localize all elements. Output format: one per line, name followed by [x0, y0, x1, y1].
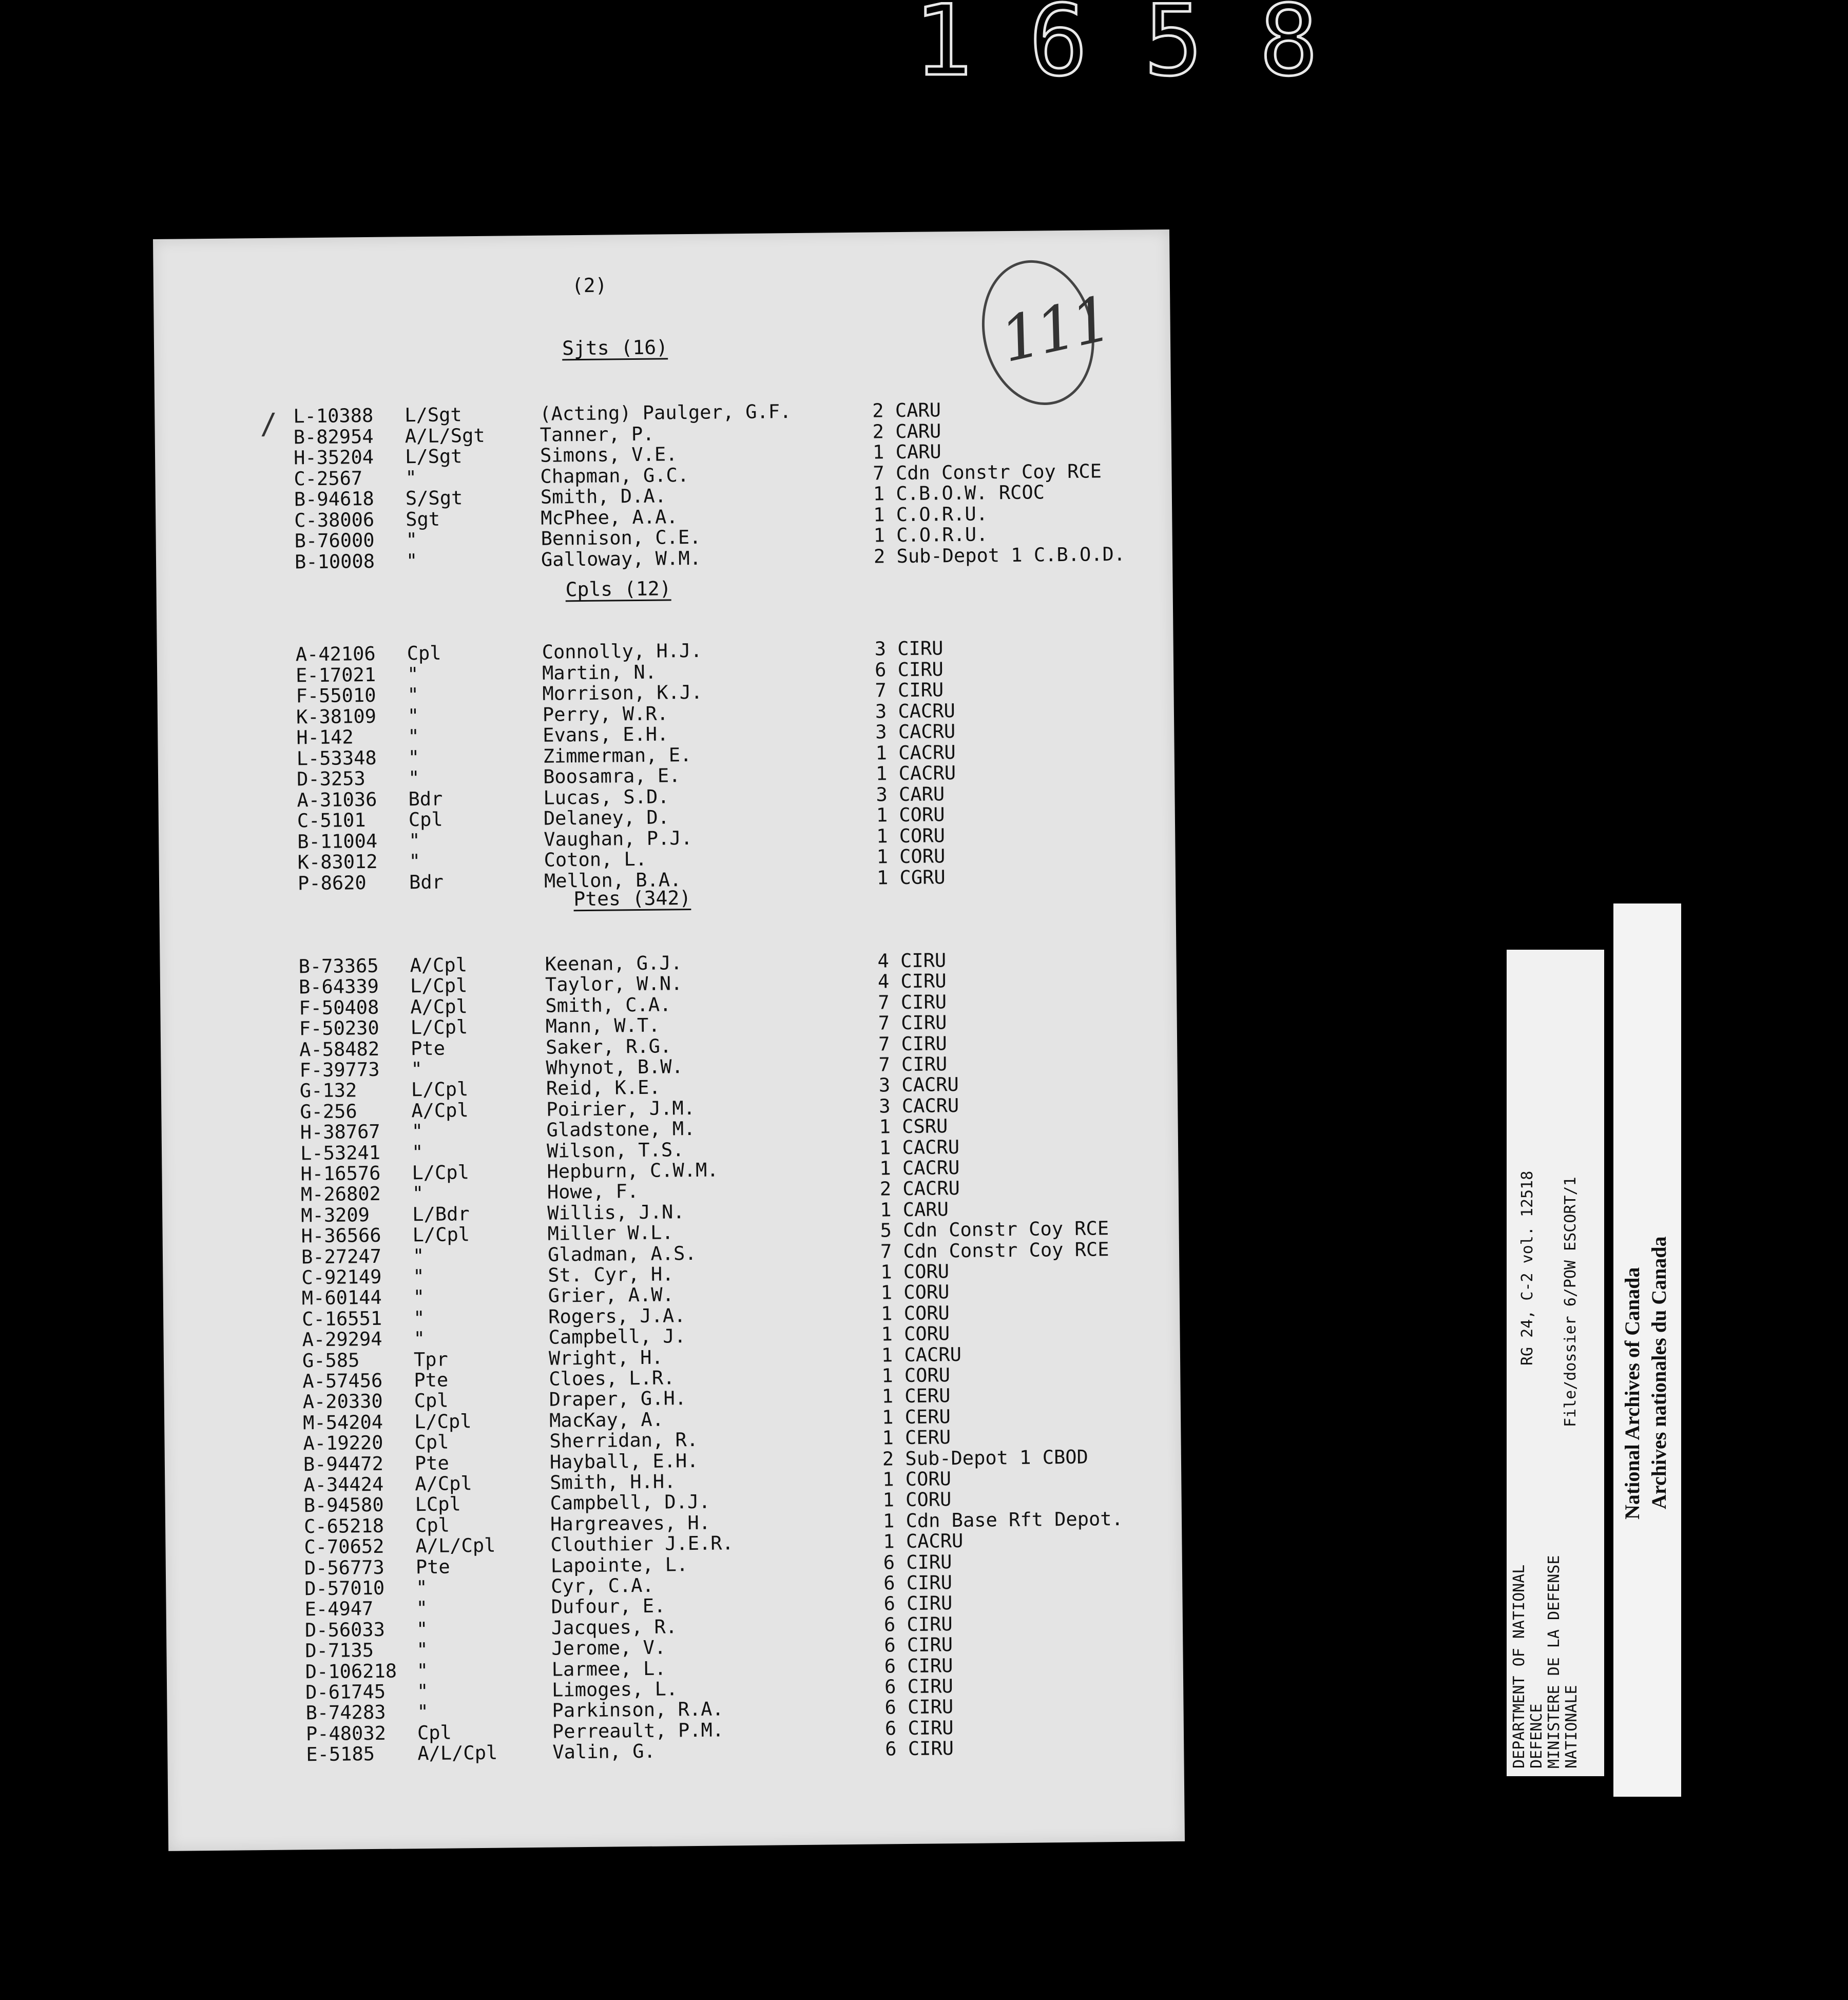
soldier-name: Limoges, L. [551, 1678, 678, 1701]
service-number: A-42106 [295, 642, 376, 666]
soldier-name: Grier, A.W. [548, 1283, 675, 1307]
soldier-name: Wilson, T.S. [546, 1138, 684, 1162]
unit: 7 CIRU [878, 1011, 947, 1034]
rank: " [413, 1328, 426, 1350]
section-heading-ptes: Ptes (342) [573, 886, 691, 911]
unit: 1 CACRU [875, 762, 956, 785]
soldier-name: Reid, K.E. [546, 1076, 661, 1100]
service-number: E-17021 [295, 663, 376, 686]
service-number: C-70652 [304, 1535, 384, 1559]
service-number: D-56033 [304, 1618, 386, 1642]
rank: Pte [414, 1452, 449, 1474]
service-number: B-94580 [303, 1494, 384, 1517]
soldier-name: Zimmerman, E. [543, 743, 692, 767]
unit: 1 CORU [876, 845, 946, 868]
service-number: D-106218 [305, 1660, 397, 1683]
soldier-name: Willis, J.N. [547, 1200, 685, 1224]
service-number: F-50408 [299, 996, 379, 1020]
service-number: G-256 [300, 1100, 357, 1123]
soldier-name: Mann, W.T. [545, 1014, 660, 1037]
service-number: F-55010 [296, 684, 376, 707]
unit: 1 CERU [882, 1426, 951, 1449]
service-number: B-82954 [293, 425, 374, 448]
unit: 3 CIRU [874, 637, 944, 660]
rank: Bdr [408, 787, 443, 810]
rank: " [417, 1701, 429, 1723]
service-number: L-53348 [296, 746, 377, 770]
unit: 1 CACRU [883, 1530, 964, 1553]
rank: " [405, 466, 417, 489]
unit: 1 C.O.R.U. [873, 523, 988, 547]
service-number: A-34424 [303, 1473, 384, 1496]
rank: " [407, 663, 419, 685]
unit: 6 CIRU [884, 1654, 953, 1678]
unit: 7 CIRU [878, 991, 947, 1014]
unit: 1 C.B.O.W. RCOC [873, 481, 1045, 505]
rank: " [408, 725, 419, 748]
service-number: P-48032 [305, 1722, 387, 1745]
soldier-name: Lucas, S.D. [543, 785, 669, 809]
soldier-name: Cyr, C.A. [551, 1574, 654, 1598]
soldier-name: Cloes, L.R. [549, 1367, 675, 1390]
soldier-name: Smith, D.A. [540, 485, 667, 508]
service-number: B-74283 [305, 1701, 386, 1724]
soldier-name: Poirier, J.M. [546, 1097, 696, 1121]
rank: A/Cpl [410, 995, 468, 1018]
soldier-name: Hepburn, C.W.M. [547, 1159, 719, 1183]
rank: " [407, 684, 419, 706]
rank: Cpl [415, 1514, 450, 1537]
unit: 7 Cdn Constr Coy RCE [873, 459, 1102, 485]
soldier-name: Valin, G. [552, 1740, 656, 1763]
service-number: B-94618 [294, 487, 375, 511]
rank: " [416, 1576, 428, 1599]
service-number: A-20330 [302, 1390, 383, 1413]
rank: " [409, 829, 420, 852]
service-number: B-76000 [294, 529, 375, 552]
rank: A/L/Cpl [417, 1741, 498, 1765]
unit: 6 CIRU [884, 1675, 953, 1698]
service-number: P-8620 [297, 871, 367, 894]
soldier-name: Parkinson, R.A. [552, 1698, 724, 1722]
soldier-name: Gladman, A.S. [547, 1242, 697, 1266]
rank: Cpl [408, 808, 443, 831]
service-number: G-585 [302, 1349, 360, 1372]
service-number: M-60144 [301, 1286, 382, 1310]
service-number: D-61745 [305, 1680, 386, 1704]
unit: 1 CACRU [879, 1136, 960, 1159]
reference-card [1507, 950, 1604, 1776]
soldier-name: Taylor, W.N. [545, 972, 683, 996]
soldier-name: Larmee, L. [551, 1657, 666, 1681]
rank: " [408, 746, 420, 768]
unit: 6 CIRU [884, 1716, 954, 1740]
soldier-name: Connolly, H.J. [542, 639, 702, 663]
service-number: A-58482 [299, 1037, 380, 1061]
service-number: E-4947 [304, 1598, 374, 1621]
service-number: H-36566 [301, 1224, 381, 1247]
rank: " [416, 1659, 429, 1682]
soldier-name: Campbell, D.J. [550, 1491, 710, 1515]
soldier-name: Lapointe, L. [550, 1553, 688, 1577]
soldier-name: Vaughan, P.J. [544, 826, 693, 851]
unit: 6 CIRU [883, 1571, 953, 1594]
unit: 7 CIRU [875, 679, 944, 702]
rank: " [416, 1597, 428, 1620]
rank: L/Bdr [412, 1202, 470, 1226]
soldier-name: Martin, N. [542, 661, 657, 684]
soldier-name: McPhee, A.A. [541, 505, 678, 529]
soldier-name: MacKay, A. [549, 1408, 664, 1432]
soldier-name: Howe, F. [547, 1180, 639, 1204]
soldier-name: Perry, W.R. [542, 702, 669, 726]
rank: A/Cpl [415, 1472, 472, 1495]
unit: 1 CGRU [876, 866, 946, 889]
unit: 6 CIRU [884, 1696, 954, 1719]
unit: 6 CIRU [874, 658, 944, 681]
service-number: C-65218 [303, 1514, 384, 1538]
unit: 1 CERU [881, 1405, 951, 1429]
service-number: M-26802 [300, 1183, 381, 1206]
tick-mark: / [260, 407, 278, 441]
service-number: C-38006 [294, 508, 375, 531]
rank: " [411, 1141, 424, 1163]
rank: " [406, 549, 418, 572]
rank: Cpl [414, 1431, 449, 1454]
soldier-name: Smith, C.A. [545, 993, 671, 1017]
service-number: C-92149 [301, 1265, 382, 1289]
archive-name-en: National Archives of Canada [1621, 1267, 1644, 1520]
service-number: C-5101 [297, 809, 366, 832]
unit: 6 CIRU [884, 1633, 953, 1657]
unit: 7 Cdn Constr Coy RCE [880, 1238, 1109, 1263]
rank: Sgt [406, 508, 440, 530]
archive-label [1613, 903, 1681, 1797]
service-number: H-142 [296, 726, 354, 749]
service-number: B-73365 [298, 954, 379, 978]
soldier-name: Evans, E.H. [543, 723, 669, 746]
unit: 1 CORU [882, 1488, 952, 1511]
unit: 6 CIRU [885, 1737, 954, 1760]
service-number: B-27247 [301, 1245, 382, 1268]
folio-circle-stamp [968, 249, 1116, 416]
archival-cards [1507, 903, 1681, 1807]
unit: 2 Sub-Depot 1 CBOD [882, 1446, 1089, 1470]
service-number: H-35204 [293, 446, 374, 469]
rank: Cpl [417, 1721, 452, 1744]
rank: LCpl [415, 1493, 461, 1516]
soldier-name: Morrison, K.J. [542, 681, 703, 705]
rank: L/Cpl [410, 1016, 468, 1039]
rank: " [412, 1182, 424, 1205]
rank: A/Cpl [411, 1099, 469, 1122]
rank: Cpl [407, 642, 441, 665]
unit: 7 CIRU [878, 1053, 948, 1076]
soldier-name: Jacques, R. [551, 1616, 678, 1639]
rank: " [416, 1618, 428, 1640]
unit: 1 CACRU [879, 1157, 960, 1180]
rank: L/Cpl [411, 1078, 469, 1101]
rank: Cpl [414, 1389, 449, 1412]
soldier-name: Simons, V.E. [540, 443, 678, 467]
unit: 3 CACRU [878, 1073, 959, 1097]
frame-number: 1658 [914, 0, 1375, 98]
soldier-name: Smith, H.H. [550, 1470, 676, 1494]
service-number: E-5185 [306, 1743, 375, 1766]
unit: 1 CACRU [875, 741, 956, 764]
soldier-name: Boosamra, E. [543, 764, 681, 788]
rank: L/Cpl [410, 974, 468, 997]
soldier-name: Gladstone, M. [546, 1118, 696, 1141]
rank: A/L/Sgt [405, 424, 485, 447]
soldier-name: Dufour, E. [551, 1594, 666, 1619]
soldier-name: Campbell, J. [548, 1325, 686, 1349]
soldier-name: Jerome, V. [551, 1636, 666, 1660]
soldier-name: Galloway, W.M. [541, 547, 702, 571]
soldier-name: (Acting) Paulger, G.F. [540, 400, 792, 425]
unit: 1 CORU [880, 1281, 950, 1304]
unit: 1 CORU [876, 803, 945, 826]
soldier-name: Hayball, E.H. [549, 1449, 699, 1473]
unit: 7 CIRU [878, 1032, 947, 1055]
service-number: D-7135 [305, 1639, 374, 1662]
unit: 3 CACRU [875, 699, 956, 723]
rank: L/Cpl [412, 1161, 470, 1184]
service-number: A-57456 [302, 1369, 383, 1393]
rank: " [411, 1120, 424, 1143]
service-number: H-38767 [300, 1121, 380, 1144]
service-number: B-64339 [298, 975, 379, 998]
soldier-name: Perreault, P.M. [552, 1719, 724, 1743]
service-number: M-3209 [301, 1203, 370, 1227]
unit: 2 CACRU [879, 1177, 960, 1200]
unit: 3 CACRU [875, 720, 956, 743]
service-number: D-56773 [304, 1556, 384, 1579]
rank: A/Cpl [410, 954, 468, 977]
soldier-name: St. Cyr, H. [548, 1263, 674, 1286]
service-number: B-94472 [303, 1452, 384, 1475]
service-number: K-38109 [296, 705, 377, 728]
soldier-name: Bennison, C.E. [541, 526, 701, 550]
service-number: L-10388 [293, 404, 374, 428]
rank: Pte [410, 1037, 446, 1060]
unit: 2 CARU [872, 419, 941, 443]
soldier-name: Hargreaves, H. [550, 1511, 711, 1535]
soldier-name: Saker, R.G. [545, 1034, 672, 1059]
rank: L/Sgt [405, 445, 463, 468]
soldier-name: Tanner, P. [540, 422, 654, 446]
soldier-name: Mellon, B.A. [544, 868, 682, 892]
rank: Bdr [409, 871, 444, 893]
soldier-name: Delaney, D. [543, 806, 670, 830]
rank: L/Cpl [414, 1410, 472, 1433]
unit: 1 CARU [872, 440, 941, 464]
rank: " [409, 850, 421, 873]
rank: " [407, 704, 419, 727]
rank: " [406, 529, 418, 551]
unit: 1 CORU [876, 824, 946, 848]
unit: 6 CIRU [883, 1592, 953, 1615]
unit: 1 CERU [881, 1384, 951, 1408]
rank: " [411, 1058, 423, 1081]
rank: " [413, 1265, 425, 1288]
rank: L/Cpl [412, 1223, 470, 1246]
service-number: C-2567 [294, 467, 363, 490]
unit: 2 CARU [872, 399, 941, 422]
unit: 1 CSRU [879, 1115, 948, 1138]
unit: 6 CIRU [883, 1612, 953, 1636]
service-number: M-54204 [302, 1411, 383, 1434]
rank: " [412, 1244, 425, 1267]
archive-name-fr: Archives nationales du Canada [1647, 1236, 1670, 1509]
rank: S/Sgt [405, 487, 463, 510]
service-number: D-3253 [296, 767, 365, 791]
unit: 3 CARU [876, 782, 945, 806]
service-number: B-11004 [297, 830, 378, 853]
unit: 1 CACRU [881, 1343, 962, 1367]
service-number: A-31036 [297, 788, 377, 811]
soldier-name: Coton, L. [544, 848, 647, 871]
soldier-name: Rogers, J.A. [548, 1304, 686, 1328]
service-number: F-50230 [299, 1017, 379, 1040]
rank: " [416, 1639, 428, 1661]
department-text: DEPARTMENT OF NATIONAL DEFENCE MINISTERE DE LA DEFENSE NATIONALE [1510, 1555, 1581, 1768]
soldier-name: Whynot, B.W. [546, 1055, 684, 1079]
rank: " [408, 767, 420, 790]
service-number: A-19220 [303, 1431, 383, 1455]
rank: A/L/Cpl [415, 1534, 496, 1557]
folio-number: 111 [994, 283, 1116, 377]
unit: 4 CIRU [877, 970, 947, 993]
unit: 2 Sub-Depot 1 C.B.O.D. [873, 543, 1126, 568]
section-heading-sjts: Sjts (16) [562, 336, 668, 360]
rank: Tpr [413, 1348, 449, 1371]
unit: 4 CIRU [877, 949, 947, 972]
rank: Pte [415, 1555, 450, 1578]
service-number: C-16551 [301, 1307, 382, 1331]
unit: 5 Cdn Constr Coy RCE [880, 1217, 1109, 1242]
unit: 1 Cdn Base Rft Depot. [882, 1507, 1124, 1532]
service-number: G-132 [299, 1079, 357, 1102]
rank: L/Sgt [405, 403, 462, 427]
file-number-text: File/dossier 6/POW ESCORT/1 [1562, 1177, 1580, 1427]
soldier-name: Wright, H. [548, 1346, 663, 1370]
unit: 1 CORU [880, 1301, 950, 1325]
unit: 1 CORU [881, 1364, 951, 1387]
service-number: B-10008 [294, 550, 375, 573]
service-number: A-29294 [302, 1328, 382, 1351]
unit: 6 CIRU [883, 1550, 952, 1574]
section-heading-cpls: Cpls (12) [565, 577, 671, 601]
unit: 1 CARU [880, 1198, 949, 1221]
unit: 3 CACRU [879, 1094, 959, 1118]
rank: " [413, 1286, 425, 1309]
rank: Pte [414, 1369, 449, 1392]
rank: " [416, 1680, 429, 1703]
soldier-name: Chapman, G.C. [540, 464, 689, 488]
soldier-name: Draper, G.H. [549, 1387, 687, 1411]
soldier-name: Clouthier J.E.R. [550, 1532, 734, 1556]
document-page [153, 229, 1185, 1851]
unit: 1 C.O.R.U. [873, 502, 988, 526]
unit: 1 CORU [881, 1322, 950, 1345]
soldier-name: Keenan, G.J. [545, 952, 683, 975]
record-group-text: RG 24, C-2 vol. 12518 [1518, 1170, 1536, 1366]
service-number: F-39773 [299, 1058, 380, 1082]
soldier-name: Sherridan, R. [549, 1429, 699, 1452]
soldier-name: Miller W.L. [547, 1221, 673, 1245]
rank: " [413, 1306, 425, 1330]
service-number: D-57010 [304, 1576, 385, 1600]
service-number: L-53241 [300, 1141, 381, 1164]
service-number: K-83012 [297, 850, 378, 874]
service-number: H-16576 [300, 1162, 381, 1185]
unit: 1 CORU [880, 1260, 950, 1283]
unit: 1 CORU [882, 1468, 952, 1491]
page-number: (2) [571, 274, 607, 297]
